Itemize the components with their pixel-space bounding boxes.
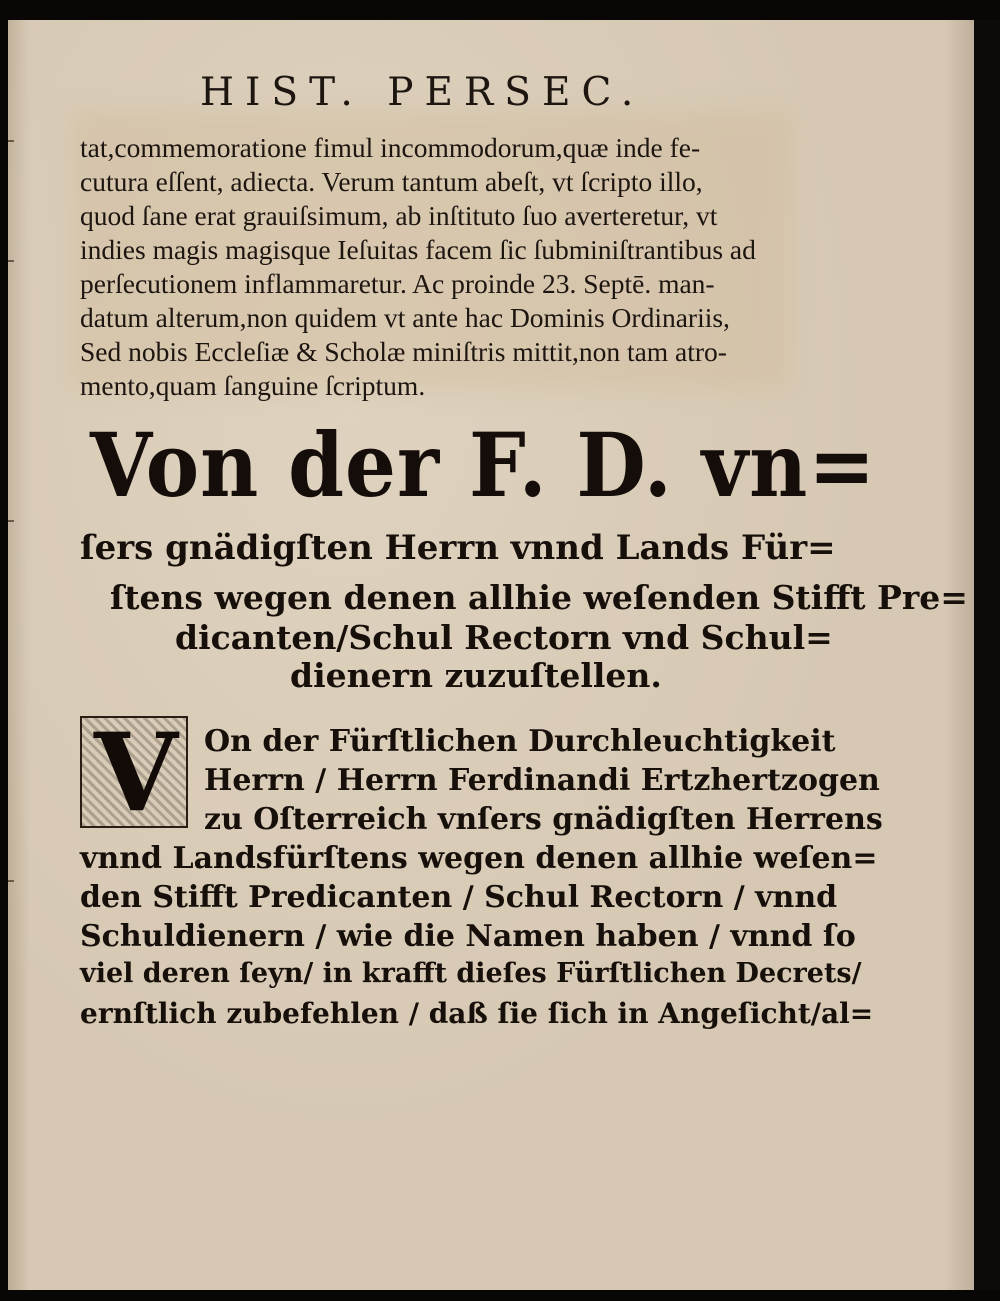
subtitle-line: dicanten/Schul Rectorn vnd Schul=: [175, 618, 833, 657]
running-header: HIST. PERSEC.: [200, 70, 645, 115]
latin-line: Sed nobis Eccleſiæ & Scholæ miniſtris mittit,non tam atro-: [80, 336, 727, 367]
body-line: Herrn / Herrn Ferdinandi Ertzhertzogen: [204, 763, 880, 798]
margin-mark: [8, 260, 14, 262]
body-line: den Stifft Predicanten / Schul Rectorn / vnnd: [80, 880, 838, 915]
body-line: zu Oſterreich vnſers gnädigſten Herrens: [204, 802, 883, 837]
margin-mark: [8, 880, 14, 882]
body-line: vnnd Landsfürſtens wegen denen allhie weſen=: [80, 841, 878, 876]
subtitle-line: dienern zuzuſtellen.: [290, 656, 662, 695]
latin-line: indies magis magisque Ieſuitas facem ſic ſubminiſtrantibus ad: [80, 234, 756, 265]
margin-mark: [8, 140, 14, 142]
margin-mark: [8, 520, 14, 522]
page-edge-shadow: [974, 20, 1000, 1290]
latin-line: datum alterum,non quidem vt ante hac Dominis Ordinariis,: [80, 302, 730, 333]
body-line: Schuldienern / wie die Namen haben / vnnd ſo: [80, 919, 856, 954]
body-line: viel deren ſeyn/ in krafft dieſes Fürſtlichen Decrets/: [80, 958, 862, 989]
body-line: On der Fürſtlichen Durchleuchtigkeit: [204, 724, 836, 759]
latin-line: cutura eſſent, adiecta. Verum tantum abeſt, vt ſcripto illo,: [80, 166, 703, 197]
section-title: Von der F. D. vn=: [90, 413, 877, 517]
subtitle-line: ſtens wegen denen allhie weſenden Stifft Pre=: [110, 578, 968, 617]
latin-line: quod ſane erat grauiſsimum, ab inſtituto ſuo averteretur, vt: [80, 200, 718, 231]
latin-line: mento,quam ſanguine ſcriptum.: [80, 370, 426, 401]
subtitle-line: ſers gnädigſten Herrn vnnd Lands Für=: [80, 528, 836, 568]
decorated-initial: [80, 710, 188, 836]
initial-letter: V: [94, 710, 178, 836]
latin-line: tat,commemoratione fimul incommodorum,quæ inde fe-: [80, 132, 701, 163]
latin-line: perſecutionem inflammaretur. Ac proinde 23. Septē. man-: [80, 268, 715, 299]
body-line: ernſtlich zubefehlen / daß ſie ſich in Angeſicht/al=: [80, 997, 874, 1030]
